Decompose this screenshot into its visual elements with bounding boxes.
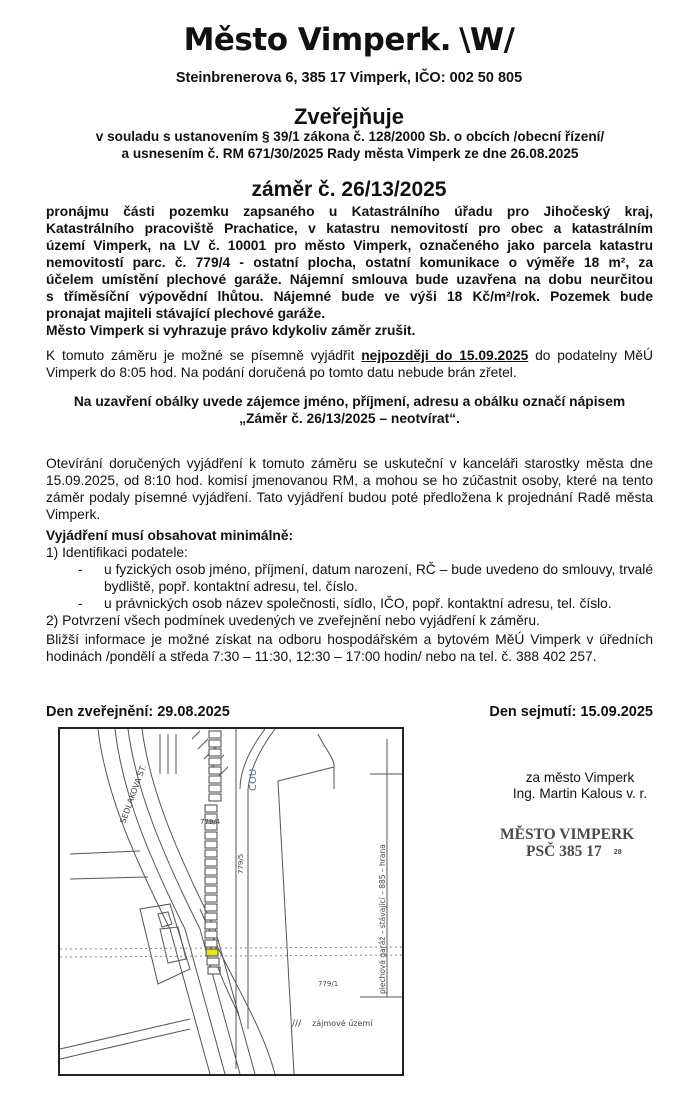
intent-reservation: Město Vimperk si vyhrazuje právo kdykoliv záměr zrušit. — [46, 323, 416, 338]
cadastral-map — [58, 727, 404, 1076]
map-line — [205, 931, 217, 938]
opening-paragraph: Otevírání doručených vyjádření k tomuto záměru se uskuteční v kanceláři starostky města dne 15.09.2025, od 8:10 hod. komisí jmenovanou RM, a mohou se ho zúčastnit osoby, které na tento záměr podaly písemné vyjádření. Tato vyjádření budou poté předložena k projednání Radě města Vimperk. — [46, 456, 653, 522]
map-line — [205, 859, 217, 866]
map-line — [205, 877, 217, 884]
map-line — [209, 731, 221, 738]
requirement-item: 2) Potvrzení všech podmínek uvedených ve zveřejnění nebo vyjádření k záměru. — [46, 613, 540, 628]
publication-date: Den zveřejnění: 29.08.2025 — [46, 704, 230, 720]
map-line — [207, 958, 219, 965]
map-line — [205, 922, 217, 929]
info-paragraph: Bližší informace je možné získat na odboru hospodářském a bytovém MěÚ Vimperk v úředních hodinách /pondělí a středa 7:30 – 11:30, 12:30 – 17:00 hodin/ nebo na tel. č. 388 402 257. — [46, 632, 653, 664]
street-label: SEDLAKOVA ST. — [118, 763, 149, 825]
requirements-title: Vyjádření musí obsahovat minimálně: — [46, 528, 294, 543]
logo-text: Město Vimperk. — [183, 22, 452, 58]
legal-basis-line: a usnesením č. RM 671/30/2025 Rady města Vimperk ze dne 26.08.2025 — [121, 146, 579, 161]
map-line — [209, 785, 221, 792]
requirements-section — [46, 527, 653, 629]
stamp-postcode: PSČ 385 17 — [526, 843, 602, 860]
official-stamp — [500, 826, 634, 861]
requirement-subitem — [46, 561, 653, 595]
stamp-line: MĚSTO VIMPERK — [500, 826, 635, 843]
highlighted-garage — [206, 949, 218, 956]
map-line — [118, 763, 387, 1029]
map-line — [318, 734, 334, 767]
map-line — [218, 967, 240, 1019]
map-line — [60, 947, 402, 949]
map-line — [209, 758, 221, 765]
intent-line: účelem umístění plechové garáže. Nájemní smlouva bude uzavřena na dobu neurčitou — [46, 272, 653, 287]
envelope-line: Na uzavření obálky uvede zájemce jméno, příjmení, adresu a obálku označí nápisem — [73, 394, 626, 409]
map-line — [205, 913, 217, 920]
city-address: Steinbrenerova 6, 385 17 Vimperk, IČO: 002 50 805 — [175, 70, 523, 86]
city-logo — [0, 22, 698, 58]
requirement-item: 1) Identifikaci podatele: — [46, 545, 188, 560]
map-line — [209, 794, 221, 801]
signature-line: za město Vimperk — [525, 770, 635, 785]
intent-line: s tříměsíční výpovědní lhůtou. Nájemné bude ve výši 18 Kč/m²/rok. Pozemek bude — [46, 289, 653, 304]
requirement-subitem — [46, 595, 653, 612]
road-edge — [98, 729, 210, 1074]
garage-note: plechová garáž – stávající – 885 – hrana — [378, 844, 387, 994]
garage-row — [205, 731, 221, 974]
intent-description — [46, 203, 653, 339]
intent-title: záměr č. 26/13/2025 — [251, 178, 447, 201]
requirement-subitem-text: u právnických osob název společnosti, sídlo, IČO, popř. kontaktní adresu, tel. číslo. — [104, 596, 612, 611]
deadline-date: nejpozději do 15.09.2025 — [361, 348, 529, 363]
map-line — [209, 740, 221, 747]
signature-block — [470, 770, 690, 802]
map-line — [205, 850, 217, 857]
map-line — [205, 868, 217, 875]
map-line — [205, 895, 217, 902]
hatch-note: /// — [292, 1019, 302, 1029]
road-edge — [128, 729, 240, 1074]
legal-basis-line: v souladu s ustanovením § 39/1 zákona č. 128/2000 Sb. o obcích /obecní řízení/ — [95, 129, 605, 144]
requirement-subitem-text: u fyzických osob jméno, příjmení, datum narození, RČ – bude uvedeno do smlouvy, trvalé bydliště, popř. kontaktní adresu, tel. číslo. — [104, 562, 653, 594]
map-line — [209, 749, 221, 756]
removal-date: Den sejmutí: 15.09.2025 — [489, 704, 653, 720]
deadline-paragraph — [46, 347, 653, 381]
cadastral-map-drawing — [60, 729, 402, 1074]
stamp-number: 28 — [613, 848, 622, 856]
deadline-text-after: do podatelny MěÚ Vimperk do 8:05 hod. Na podání doručená po tomto datu nebude brán zřetel. — [46, 348, 654, 380]
dash-bullet: - — [78, 562, 83, 577]
map-line — [205, 805, 217, 812]
map-line — [70, 851, 140, 854]
intent-line: pronájmu části pozemku zapsaného u Katastrálního úřadu pro Jihočeský kraj, — [46, 204, 653, 219]
map-line — [160, 734, 176, 774]
map-line — [160, 927, 186, 963]
map-line — [205, 832, 217, 839]
deadline-text-before: K tomuto záměru je možné se písemně vyjádřit — [46, 348, 362, 363]
intent-line: Katastrálního pracoviště Prachatice, v katastru nemovitostí pro obec a katastrálním — [46, 221, 653, 236]
envelope-label: „Záměr č. 26/13/2025 – neotvírat“. — [239, 411, 460, 426]
map-line — [205, 841, 217, 848]
parcel-label: 779/5 — [237, 853, 245, 874]
map-line — [205, 886, 217, 893]
map-line — [205, 904, 217, 911]
map-line — [205, 940, 217, 947]
map-line — [70, 877, 148, 879]
road-label: COU — [248, 768, 259, 791]
stamp-line — [500, 843, 634, 861]
legal-basis — [60, 128, 640, 162]
intent-line: území Vimperk, na LV č. 10001 pro město Vimperk, označeného jako parcela katastru — [46, 238, 653, 253]
announcement-title: Zveřejňuje — [293, 104, 405, 129]
map-line — [209, 767, 221, 774]
intent-line: pronajat majiteli stávající plechové garáže. — [46, 306, 326, 321]
signatory-name: Ing. Martin Kalous v. r. — [512, 786, 648, 801]
map-line — [60, 955, 402, 957]
road-edge — [142, 729, 255, 1074]
parcel-label: 779/4 — [200, 818, 221, 826]
envelope-instructions — [46, 393, 653, 427]
dash-bullet: - — [78, 596, 83, 611]
map-line — [209, 776, 221, 783]
parcel-label: 779/1 — [318, 980, 339, 988]
area-note: zájmové území — [312, 1019, 373, 1028]
intent-line: nemovitostí parc. č. 779/4 - ostatní plocha, ostatní komunikace o výměře 18 m², za — [46, 255, 653, 270]
logo-mark-icon: \W/ — [459, 22, 515, 58]
